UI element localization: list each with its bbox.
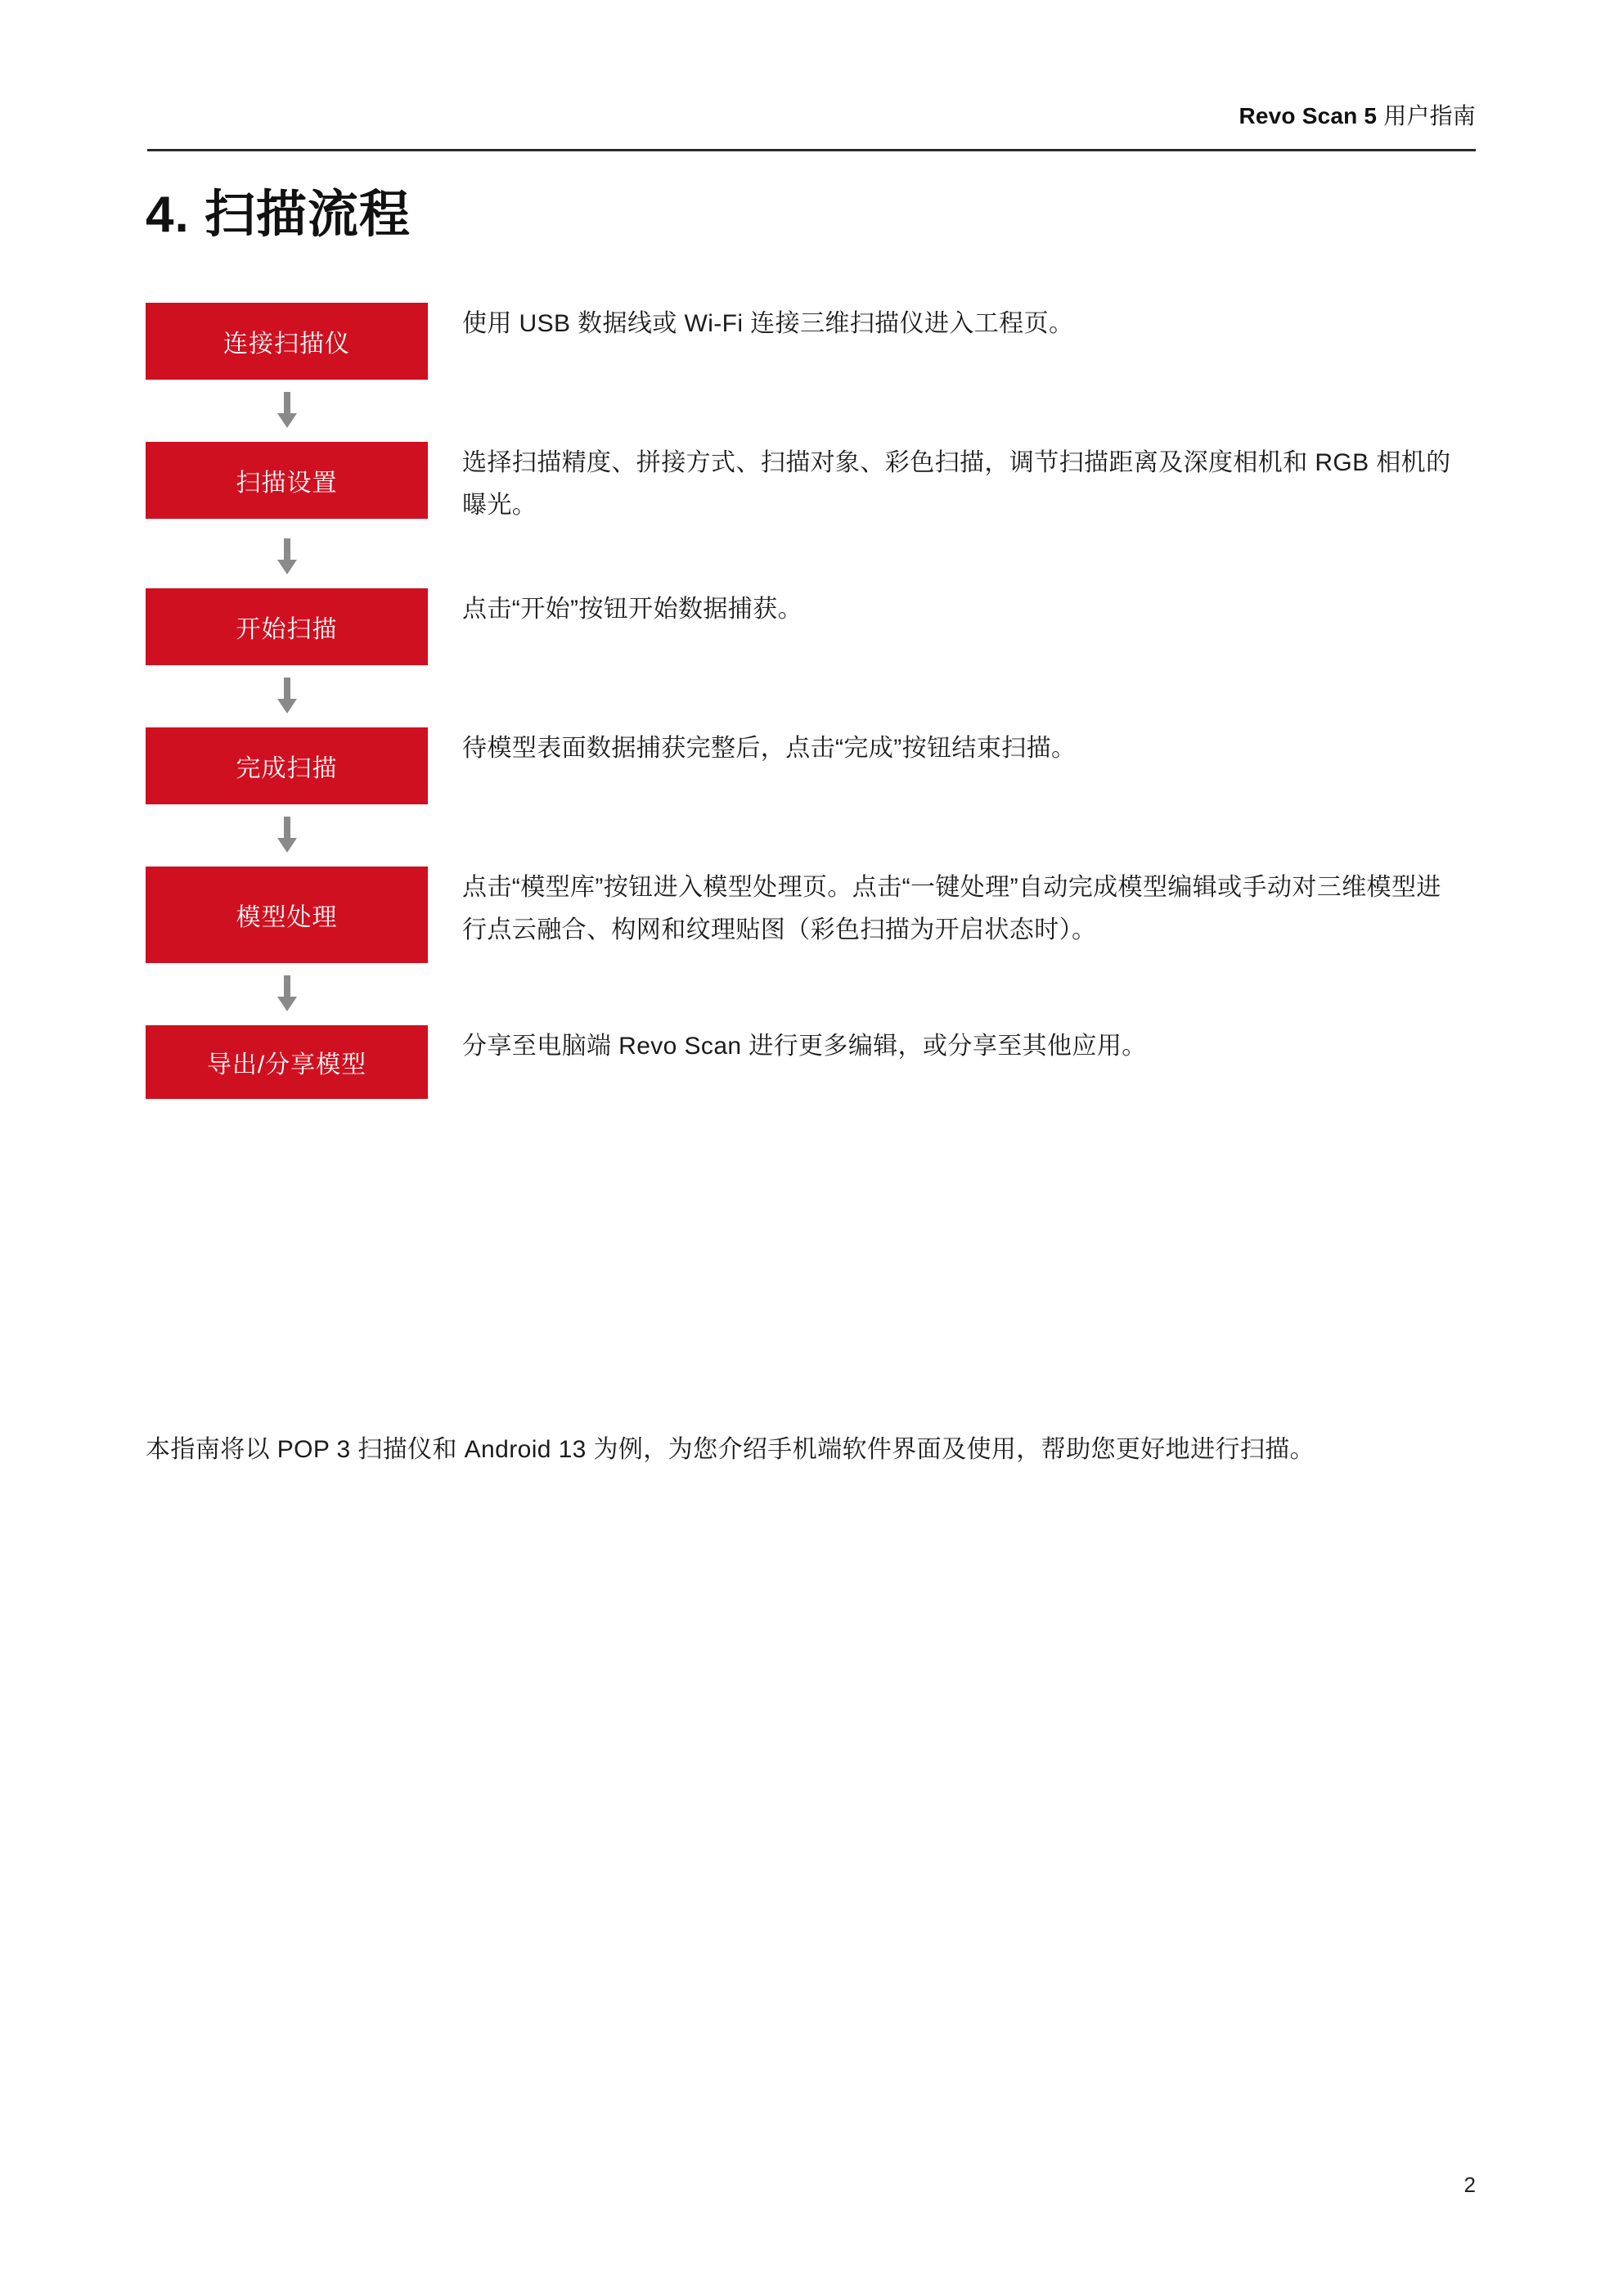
flow-step-description: 待模型表面数据捕获完整后，点击“完成”按钮结束扫描。: [462, 735, 1077, 763]
arrow-down-icon: [276, 817, 298, 854]
flow-step-description: 分享至电脑端 Revo Scan 进行更多编辑，或分享至其他应用。: [462, 1033, 1147, 1060]
header-brand: Revo Scan 5: [1239, 103, 1378, 128]
flow-arrow: [146, 380, 428, 442]
flow-step-badge: 连接扫描仪: [146, 303, 428, 380]
flow-step-badge: 完成扫描: [146, 727, 428, 804]
flow-step-5: [146, 867, 1477, 963]
flow-arrow: [146, 526, 428, 588]
page-number: 2: [1463, 2172, 1476, 2197]
flow-step-6: [146, 1025, 1477, 1099]
flow-arrow: [146, 665, 428, 727]
flow-step-description: 使用 USB 数据线或 Wi-Fi 连接三维扫描仪进入工程页。: [462, 310, 1074, 337]
arrow-down-icon: [276, 678, 298, 715]
flow-step-3: [146, 588, 1477, 665]
flow-step-badge: 导出/分享模型: [146, 1025, 428, 1099]
flow-step-2: [146, 442, 1477, 526]
arrow-down-icon: [276, 975, 298, 1013]
flow-step-1: [146, 303, 1477, 380]
header-title: [1239, 98, 1476, 131]
page-title: 4. 扫描流程: [146, 187, 411, 243]
arrow-down-icon: [276, 392, 298, 430]
flow-step-badge: 扫描设置: [146, 442, 428, 519]
page-header: [147, 98, 1476, 151]
flow-step-badge: 模型处理: [146, 867, 428, 963]
flow-arrow: [146, 804, 428, 867]
flow-step-description: 选择扫描精度、拼接方式、扫描对象、彩色扫描，调节扫描距离及深度相机和 RGB 相机的曝光。: [462, 449, 1451, 519]
flow-step-badge: 开始扫描: [146, 588, 428, 665]
scan-flow-list: [146, 303, 1477, 1099]
flow-step-description: 点击“模型库”按钮进入模型处理页。点击“一键处理”自动完成模型编辑或手动对三维模型进行点云融合、构网和纹理贴图（彩色扫描为开启状态时）。: [462, 874, 1441, 943]
closing-paragraph: 本指南将以 POP 3 扫描仪和 Android 13 为例，为您介绍手机端软件界面及使用，帮助您更好地进行扫描。: [146, 1436, 1315, 1463]
header-doc-type: 用户指南: [1383, 103, 1476, 128]
flow-step-4: [146, 727, 1477, 804]
flow-step-description: 点击“开始”按钮开始数据捕获。: [462, 596, 803, 624]
flow-arrow: [146, 963, 428, 1025]
arrow-down-icon: [276, 538, 298, 576]
